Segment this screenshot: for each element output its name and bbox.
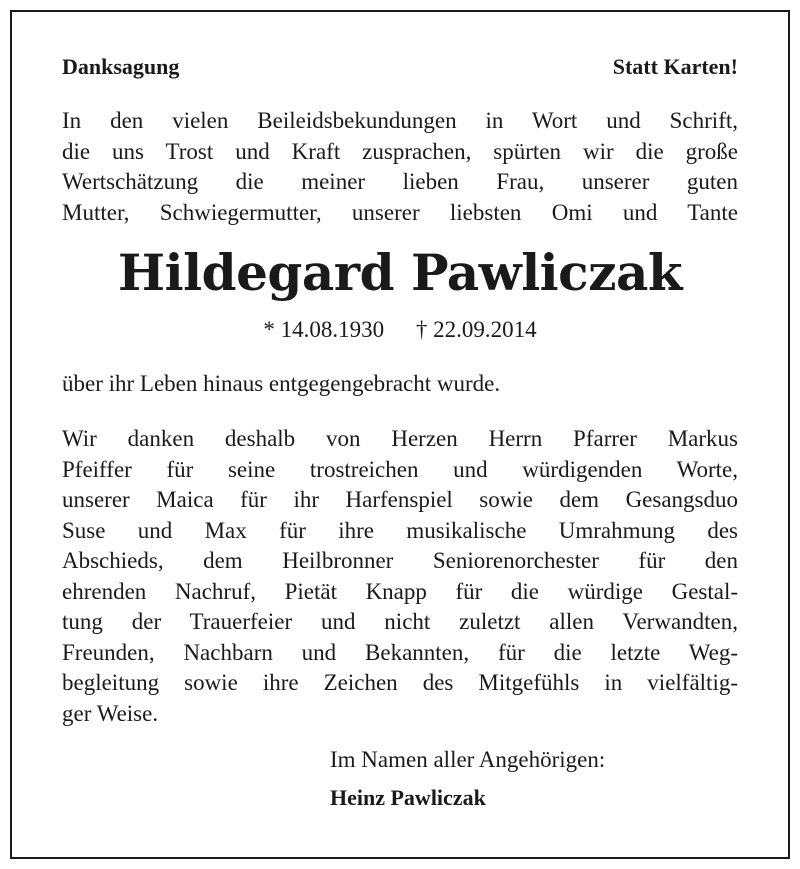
thanks-line: Wir danken deshalb von Herzen Herrn Pfarrer Markus [62,426,738,451]
thanks-line: begleitung sowie ihre Zeichen des Mitgefühls in vielfältig- [62,670,738,695]
continuation-line: über ihr Leben hinaus entgegengebracht wurde. [62,371,501,396]
deceased-name: Hildegard Pawliczak [117,243,683,302]
birth-date: * 14.08.1930 [263,317,385,342]
continuation-paragraph [62,369,738,400]
intro-paragraph [62,106,738,228]
thanks-line: ehrenden Nachruf, Pietät Knapp für die würdige Gestal- [62,578,738,604]
thanks-line: Abschieds, dem Heilbronner Seniorenorchester für den [62,548,738,573]
signer-name: Heinz Pawliczak [330,785,486,810]
death-date: † 22.09.2014 [415,317,537,342]
life-dates [0,317,800,343]
thanks-line: Freunden, Nachbarn und Bekannten, für die letzte Weg- [62,639,738,665]
thanks-line: unserer Maica für ihr Harfenspiel sowie dem Gesangsduo [62,487,738,512]
thanks-line: ger Weise. [62,700,159,726]
thanks-line: Pfeiffer für seine trostreichen und würdigenden Worte, [62,456,738,482]
thanks-paragraph [62,424,738,729]
intro-line: In den vielen Beileidsbekundungen in Wort und Schrift, [62,108,738,133]
intro-line: Mutter, Schwiegermutter, unserer liebsten Omi und Tante [62,199,738,225]
header-title: Danksagung [62,54,180,79]
closing-line: Im Namen aller Angehörigen: [330,747,606,772]
intro-line: Wertschätzung die meiner lieben Frau, unserer guten [62,169,738,194]
thanks-line: Suse und Max für ihre musikalische Umrahmung des [62,517,738,543]
thanks-line: tung der Trauerfeier und nicht zuletzt allen Verwandten, [62,609,738,634]
header-statt-karten: Statt Karten! [612,54,738,79]
intro-line: die uns Trost und Kraft zusprachen, spürten wir die große [62,138,738,164]
notice-header [62,54,738,84]
